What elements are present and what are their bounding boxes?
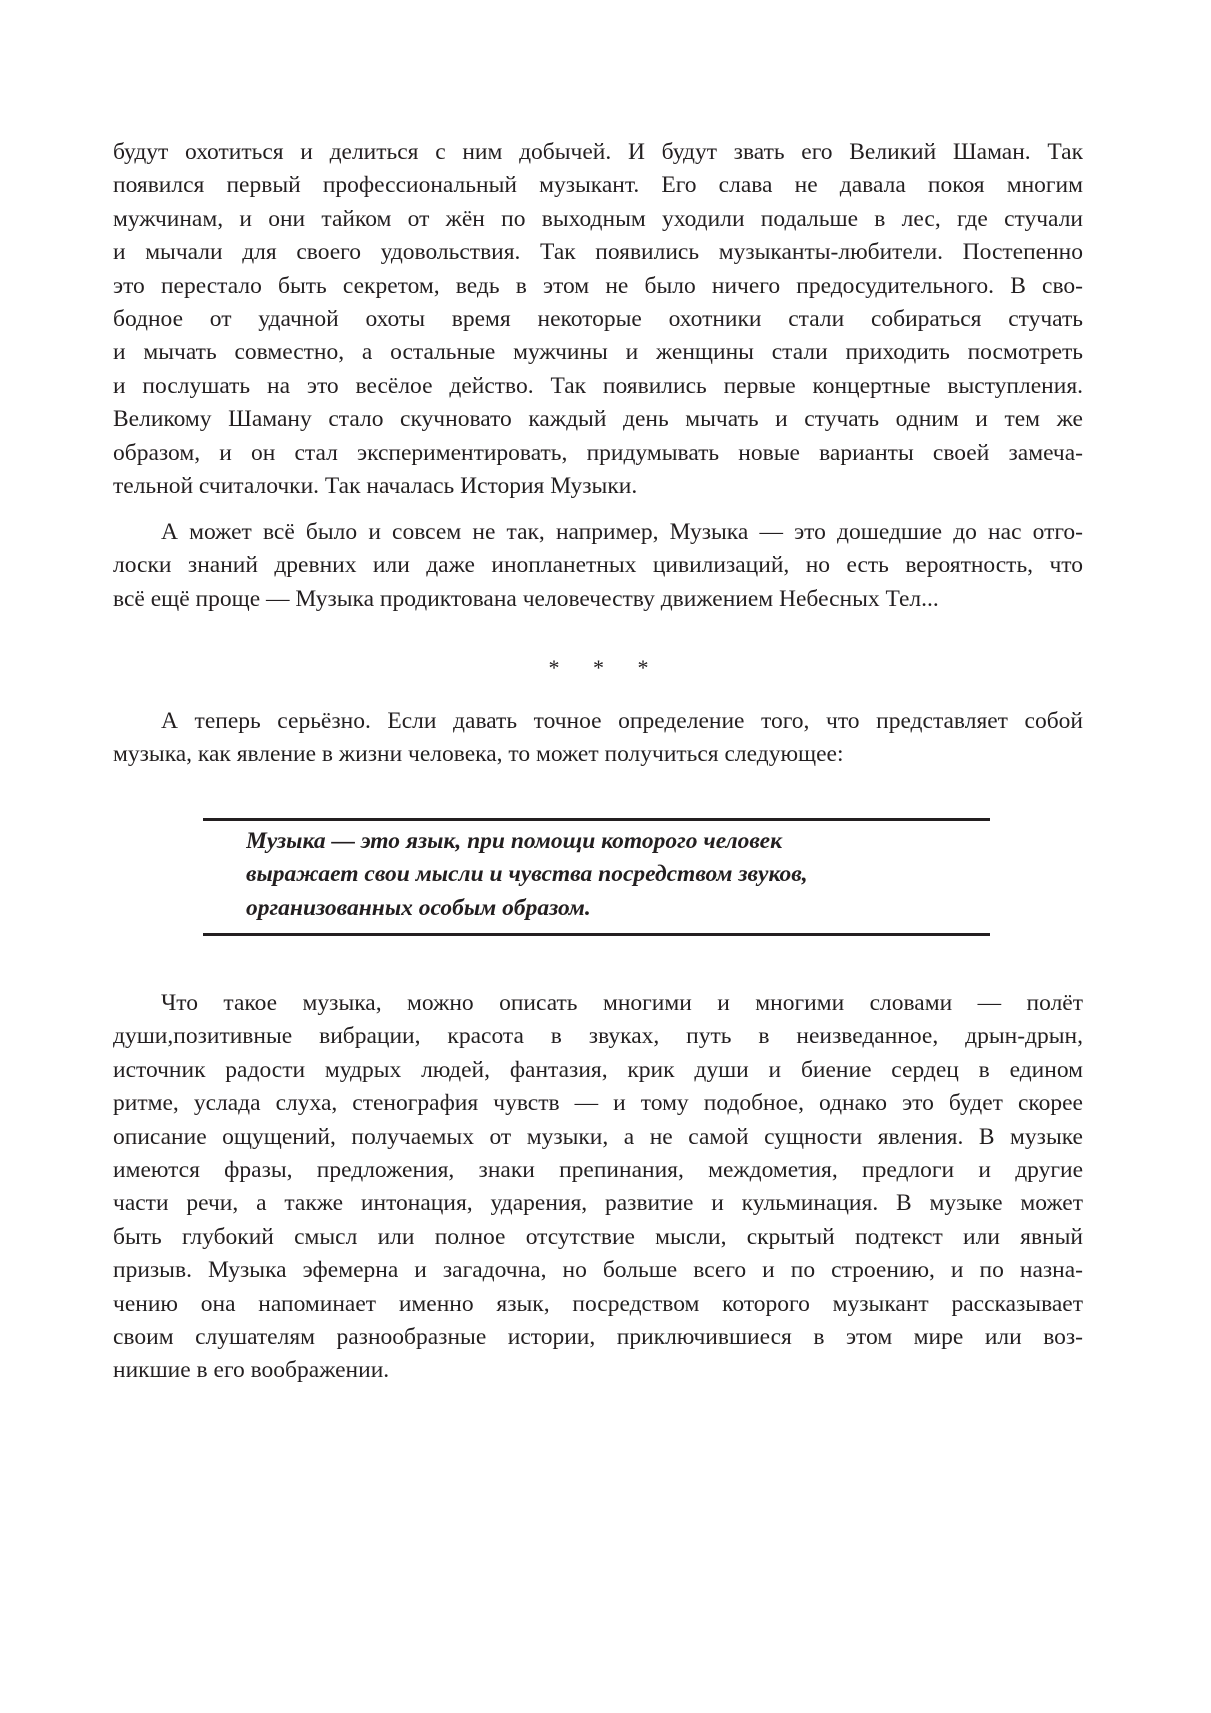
text-line: образом, и он стал экспериментировать, придумывать новые варианты своей замеча- <box>113 439 1083 466</box>
text-line: выражает свои мысли и чувства посредством звуков, <box>246 861 808 888</box>
text-line: Что такое музыка, можно описать многими и многими словами — полёт <box>161 990 1083 1016</box>
text-line: появился первый профессиональный музыкант. Его слава не давала покоя многим <box>113 172 1083 199</box>
text-line: это перестало быть секретом, ведь в этом не было ничего предосудительного. В сво- <box>113 272 1083 299</box>
text-line: быть глубокий смысл или полное отсутствие мысли, скрытый подтекст или явный <box>113 1223 1083 1250</box>
section-separator: * * * <box>548 655 663 680</box>
text-line: лоски знаний древних или даже инопланетных цивилизаций, но есть вероятность, что <box>113 552 1083 579</box>
text-line: имеются фразы, предложения, знаки препинания, междометия, предлоги и другие <box>113 1156 1083 1183</box>
text-line: источник радости мудрых людей, фантазия, крик души и биение сердец в едином <box>113 1056 1083 1083</box>
definition-rule-top <box>203 818 990 821</box>
text-line: Музыка — это язык, при помощи которого человек <box>246 828 782 854</box>
text-line: бодное от удачной охоты время некоторые охотники стали собираться стучать <box>113 305 1083 332</box>
text-line: души,позитивные вибрации, красота в звуках, путь в неизведанное, дрын-дрын, <box>113 1023 1083 1050</box>
text-line: А теперь серьёзно. Если давать точное определение того, что представляет собой <box>161 708 1083 734</box>
text-line: музыка, как явление в жизни человека, то может получиться следующее: <box>113 741 844 768</box>
text-line: будут охотиться и делиться с ним добычей. И будут звать его Великий Шаман. Так <box>113 139 1083 165</box>
definition-rule-bottom <box>203 933 990 936</box>
text-line: и послушать на это весёлое действо. Так появились первые концертные выступления. <box>113 372 1083 399</box>
paragraph-alternative-origin <box>113 516 1083 616</box>
text-line: А может всё было и совсем не так, например, Музыка — это дошедшие до нас отго- <box>161 519 1083 545</box>
text-line: описание ощущений, получаемых от музыки, а не самой сущности явления. В музыке <box>113 1123 1083 1150</box>
text-line: никшие в его воображении. <box>113 1357 390 1384</box>
text-line: и мычали для своего удовольствия. Так появились музыканты-любители. Постепенно <box>113 239 1083 266</box>
text-line: призыв. Музыка эфемерна и загадочна, но больше всего и по строению, и по назна- <box>113 1257 1083 1284</box>
text-line: тельной считалочки. Так началась История Музыки. <box>113 472 638 499</box>
text-line: ритме, услада слуха, стенография чувств — и тому подобное, однако это будет скорее <box>113 1090 1083 1117</box>
text-line: своим слушателям разнообразные истории, приключившиеся в этом мире или воз- <box>113 1323 1083 1350</box>
definition-quote <box>246 825 986 925</box>
text-line: всё ещё проще — Музыка продиктована человечеству движением Небесных Тел... <box>113 585 939 612</box>
text-line: организованных особым образом. <box>246 894 591 921</box>
text-line: мужчинам, и они тайком от жён по выходным уходили подальше в лес, где стучали <box>113 205 1083 232</box>
text-line: Великому Шаману стало скучновато каждый день мычать и стучать одним и тем же <box>113 406 1083 433</box>
text-line: и мычать совместно, а остальные мужчины и женщины стали приходить посмотреть <box>113 339 1083 366</box>
text-line: части речи, а также интонация, ударения, развитие и кульминация. В музыке может <box>113 1190 1083 1217</box>
paragraph-shaman-story <box>113 136 1083 503</box>
text-line: чению она напоминает именно язык, посредством которого музыкант рассказывает <box>113 1290 1083 1317</box>
paragraph-what-is-music <box>113 987 1083 1388</box>
paragraph-seriously <box>113 705 1083 772</box>
